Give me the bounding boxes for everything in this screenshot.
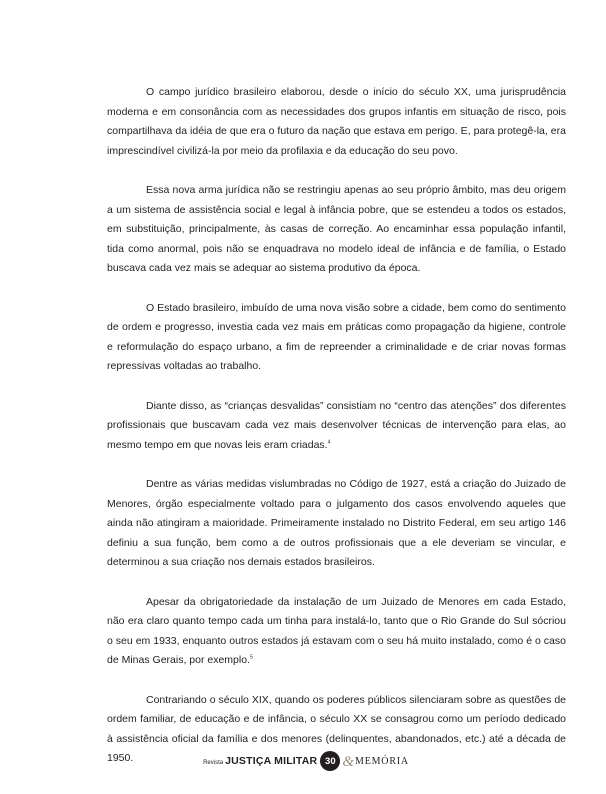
paragraph-3 (107, 299, 566, 377)
footnote-ref[interactable]: 4 (327, 439, 331, 445)
footnote-ref[interactable]: 5 (249, 654, 253, 661)
paragraph-6 (107, 593, 566, 671)
page-footer (0, 746, 606, 776)
paragraph-text: Dentre as várias medidas vislumbradas no Código de 1927, está a criação do Juizado de Menores, órgão especialmente voltado para o julgamento dos casos envolvendo aqueles que ainda não atingiram a maioridade. Primeiramente instalado no Distrito Federal, em seu artigo 146 definiu a sua função, bem como a de outros profissionais que a ele deveriam se vincular, e determinou a sua criação nos demais estados brasileiros. (107, 478, 566, 568)
paragraph-text: O Estado brasileiro, imbuído de uma nova visão sobre a cidade, bem como do sentimento de ordem e progresso, investia cada vez mais em práticas como propagação da higiene, controle e reformulação do espaço urbano, a fim de repreender a criminalidade e de criar novas formas repressivas voltadas ao trabalho. (107, 301, 566, 372)
paragraph-text: Apesar da obrigatoriedade da instalação de um Juizado de Menores em cada Estado, não era claro quanto tempo cada um tinha para instalá-lo, tanto que o Rio Grande do Sul sócriou o seu em 1933, enquanto outros estados já estavam com o seu há muito instalado, como é o caso de Minas Gerais, por exemplo. (107, 595, 566, 666)
footer-masthead (203, 751, 409, 771)
paragraph-4 (107, 397, 566, 456)
paragraph-text: O campo jurídico brasileiro elaborou, desde o início do século XX, uma jurisprudência moderna e em consonância com as necessidades dos grupos infantis em situação de risco, pois compartilhava da idéia de que era o futuro da nação que estava em perigo. E, para protegê-la, era imprescindível civilizá-la por meio da profilaxia e da educação do seu povo. (107, 86, 566, 157)
footer-memoria-label: MEMÓRIA (355, 755, 409, 767)
footer-ampersand: & (342, 753, 354, 770)
paragraph-1 (107, 83, 566, 161)
paragraph-text: Essa nova arma jurídica não se restringiu apenas ao seu próprio âmbito, mas deu origem a um sistema de assistência social e legal à infância pobre, que se estendeu a todos os estados, em substituição, principalmente, às casas de correção. Ao encaminhar essa população infantil, tida como anormal, pois não se enquadrava no modelo ideal de infância e de família, o Estado buscava cada vez mais se adequar ao sistema produtivo da época. (107, 184, 566, 274)
paragraph-2 (107, 181, 566, 279)
paragraph-text: Contrariando o século XIX, quando os poderes públicos silenciaram sobre as questões de ordem familiar, de educação e de infância, o século XX se consagrou como um período dedicado à assistência oficial da família e dos menores (delinquentes, abandonados, etc.) até a década de 1950. (107, 693, 566, 764)
footer-journal-title: JUSTIÇA MILITAR (225, 755, 318, 767)
footer-revista-label: Revista (203, 760, 224, 766)
paragraph-5 (107, 475, 566, 573)
paragraph-text: Diante disso, as “crianças desvalidas” consistiam no “centro das atenções” dos diferentes profissionais que buscavam cada vez mais desenvolver técnicas de intervenção para elas, ao mesmo tempo em que novas leis eram criadas. (107, 399, 566, 451)
article-body (107, 83, 566, 789)
page-number-badge: 30 (320, 751, 340, 771)
